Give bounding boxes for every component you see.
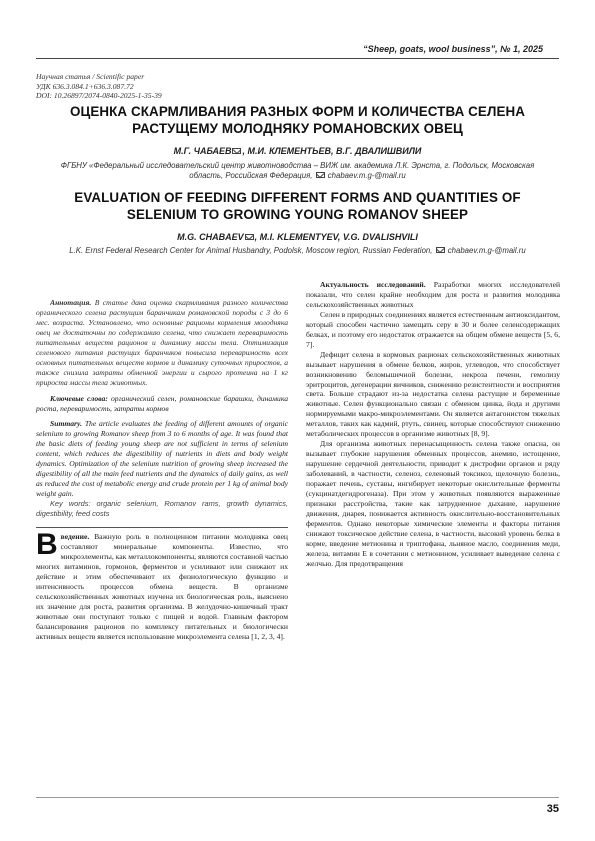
title-en: EVALUATION OF FEEDING DIFFERENT FORMS AND QUANTITIES OF SELENIUM TO GROWING YOUNG ROMANOV SHEEP xyxy=(74,190,521,222)
abstract-ru: Аннотация. В статье дана оценка скармливания разного количества органического селена растущим баранчикам романовской породы с 3 до 6 мес. возраста. Установлено, что основные рационы кормления молодняка овец не достаточны по содержанию селена, что снижает переваримость питательных веществ рационов и динамику массы тела. Оптимизация селенового питания растущих баранчиков повысила переваримость всех основных питательных веществ кормов и динамику суточных приростов, а также снизила затраты обменной энергии и сырого протеина на 1 кг прироста массы тела животных. xyxy=(36,298,288,387)
authors-en xyxy=(40,232,555,242)
section-divider xyxy=(36,527,288,528)
page-number: 35 xyxy=(546,803,559,815)
authors-others: , M.I. KLEMENTYEV, V.G. DVALISHVILI xyxy=(254,232,418,242)
affiliation-en xyxy=(50,246,545,256)
email-link[interactable]: chabaev.m.g-@mail.ru xyxy=(447,246,526,255)
article-meta xyxy=(36,72,336,101)
affiliation-text: ФГБНУ «Федеральный исследовательский центр животноводства – ВИЖ им. академика Л.К. Эрнста, г. Подольск, Московская область, Российская Федерация, xyxy=(60,161,535,180)
keywords-ru: Ключевые слова: органический селен, романовские барашки, динамика роста, переваримость, затраты кормов xyxy=(36,393,288,413)
affiliation-ru xyxy=(50,161,545,181)
envelope-icon xyxy=(316,172,325,178)
author-corresponding: М.Г. ЧАБАЕВ xyxy=(173,146,232,156)
header-divider xyxy=(36,58,559,59)
body-paragraph: Селен в природных соединениях является естественным антиоксидантом, который способен частично замещать серу в 30 и более селенсодержащих белках, и поэтому его недостаток отражается на общем обмене веществ [5, 6, 7]. xyxy=(306,309,560,349)
affiliation-text: L.K. Ernst Federal Research Center for Animal Husbandry, Podolsk, Moscow region, Russian Federation, xyxy=(69,246,433,255)
udc-code: УДК 636.3.084.1+636.3.087.72 xyxy=(36,81,134,91)
body-paragraph: Дефицит селена в кормовых рационах сельскохозяйственных животных вызывает нарушения в обмене белков, жиров, углеводов, что способствует возникновению беломышечной болезни, некроза печени, гемолизу эритроцитов, дегенерации яичников, снижению резистентности и восприятия света. Больше страдают из-за недостатка селена растущие и беременные животные. Селен функционально связан с обменом цинка, йода и другими нормируемыми макро-микроэлементами. Он является антагонистом тяжелых металлов, таких как кадмий, ртуть, свинец, которые способствуют снижению метаболических процессов в организме животных [8, 9]. xyxy=(306,349,560,439)
keywords-en: Key words: organic selenium, Romanov rams, growth dynamics, digestibility, feed costs xyxy=(36,499,288,518)
article-type: Научная статья / Scientific paper xyxy=(36,72,145,81)
authors-ru xyxy=(40,146,555,156)
running-head: “Sheep, goats, wool business”, № 1, 2025 xyxy=(363,44,543,54)
left-column xyxy=(36,298,288,642)
email-link[interactable]: chabaev.m.g-@mail.ru xyxy=(327,171,406,180)
envelope-icon xyxy=(436,247,445,253)
body-paragraph: Для организма животных перенасыщенность селена также опасна, он вызывает глубокие нарушения обменных процессов, анемию, истощение, нарушение сердечной деятельности, приводит к дистрофии органов и ряду заболеваний, в частности, селеноз, селеновый токсикоз, щелочную болезнь, поражает печень, суставы, ингибирует некоторые окислительные ферменты (сукцинатдегидрогеназа). При этом у животных появляются выраженные признаки расстройства, такие как затрудненное дыхание, нарушение движения, диарея, понижается активность окислительно-восстановительных ферментов. Однако некоторые химические элементы и факторы питания снижают токсическое действие селена, в частности, высокий уровень белка в корме, введение метионина и триптофана, льняное масло, соединения меди, железа, витамин Е в сочетании с метионином, усиливает выведение селена с желчью. Для предотвращения xyxy=(306,439,560,568)
introduction: Введение. Важную роль в полноценном питании молодняка овец составляют минеральные компоненты. Известно, что микроэлементы, как металлокомпоненты, являются составной частью многих витаминов, гормонов, ферментов и усиливают или снижают их действие и этим обеспечивают их физиологическую функцию и интенсивность процессов обмена веществ. В организме сельскохозяйственных животных изучена их биологическая роль, выяснено их значение для роста, развития организма. В желудочно-кишечный тракт животные они поступают только с пищей и водой. Главным фактором балансирования рационов по комплексу питательных и биологически активных веществ является использование микроэлемента селена [1, 2, 3, 4]. xyxy=(36,528,288,641)
authors-others: , М.И. КЛЕМЕНТЬЕВ, В.Г. ДВАЛИШВИЛИ xyxy=(242,146,422,156)
drop-cap: В xyxy=(36,528,58,562)
abstract-en: Summary. The article evaluates the feeding of different amounts of organic selenium to growing Romanov sheep from 3 to 6 months of age. It was found that the basic diets of feeding young sheep are not sufficient in terms of selenium content, which reduces the digestibility of nutrients in diets and body weight dynamics. Optimization of the selenium nutrition of growing sheep increased the digestibility of all the main feed nutrients and the dynamics of daily gains, as well as reduced the cost of metabolic energy and crude protein per 1 kg of animal body weight gain. xyxy=(36,419,288,499)
footer-divider xyxy=(36,797,559,798)
right-column xyxy=(306,280,560,569)
title-ru: ОЦЕНКА СКАРМЛИВАНИЯ РАЗНЫХ ФОРМ И КОЛИЧЕСТВА СЕЛЕНА РАСТУЩЕМУ МОЛОДНЯКУ РОМАНОВСКИХ ОВЕЦ xyxy=(69,104,526,136)
author-corresponding: M.G. CHABAEV xyxy=(177,232,244,242)
relevance-paragraph: Актуальность исследований. Разработки многих исследователей показали, что селен крайне необходим для роста и развития молодняка сельскохозяйственных животных xyxy=(306,280,561,309)
envelope-icon xyxy=(232,148,241,154)
envelope-icon xyxy=(245,234,254,240)
doi[interactable]: DOI: 10.26897/2074-0840-2025-1-35-39 xyxy=(36,91,162,101)
